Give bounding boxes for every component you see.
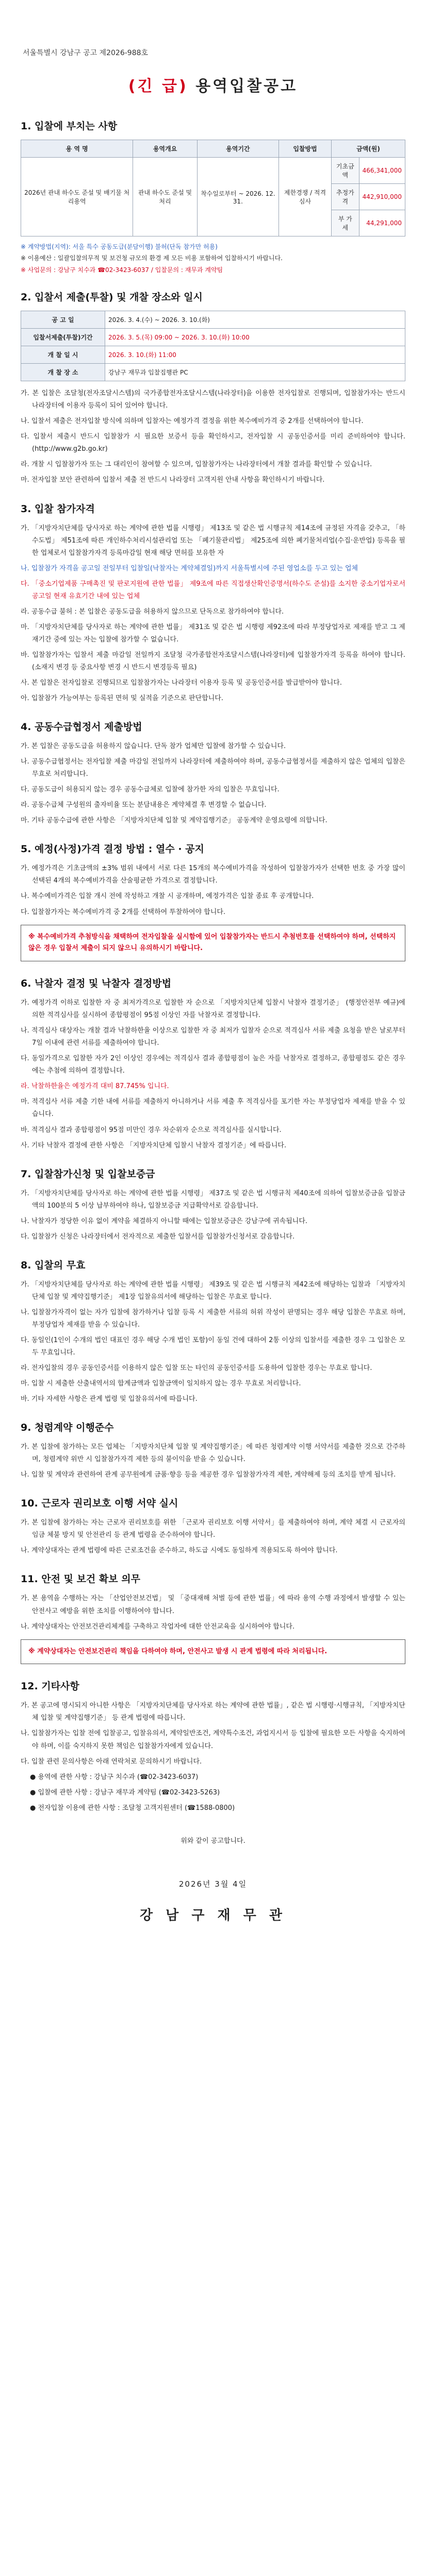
paragraph: 나. 입찰 및 계약과 관련하여 관계 공무원에게 금품·향응 등을 제공한 경우 입찰참가자격 제한, 계약해제 등의 조치를 받게 됩니다. <box>21 1471 396 1479</box>
section-title: 1. 입찰에 부치는 사항 <box>21 121 118 132</box>
table-header: 용역기간 <box>197 140 278 158</box>
section-3 <box>21 501 405 705</box>
paragraph: 가. 「지방자치단체를 당사자로 하는 계약에 관한 법률 시행령」 제39조 및 같은 법 시행규칙 제42조에 해당하는 입찰과 「지방자치단체 입찰 및 계약집행기준」 제1장 입찰유의서에 해당하는 입찰은 무효로 합니다. <box>21 1280 405 1301</box>
row-label: 공 고 일 <box>21 311 105 329</box>
paragraph: 바. 기타 자세한 사항은 관계 법령 및 입찰유의서에 따릅니다. <box>21 1395 198 1403</box>
paragraph: 다. 입찰참가 신청은 나라장터에서 전자적으로 제출한 입찰서를 입찰참가신청서로 갈음합니다. <box>21 1232 295 1241</box>
notice-box <box>21 1639 405 1665</box>
paragraph: 다. 입찰서 제출시 반드시 입찰참가 시 필요한 보증서 등을 확인하시고, 전자입찰 시 공동인증서를 미리 준비하여야 합니다. (http://www.g2b.go.kr) <box>21 433 405 453</box>
table-header: 용 역 명 <box>21 140 133 158</box>
paragraph: 가. 본 입찰에 참가하는 자는 근로자 권리보호를 위한 「근로자 권리보호 이행 서약서」를 제출하여야 하며, 계약 체결 시 근로자의 임금 체불 방지 및 안전관리 등 관계 법령을 준수하여야 합니다. <box>21 1519 405 1539</box>
section-title: 8. 입찰의 무효 <box>21 1259 86 1271</box>
section-6 <box>21 976 405 1152</box>
row-value: 2026. 3. 4.(수) ~ 2026. 3. 10.(화) <box>105 311 405 329</box>
bid-summary-table <box>21 140 405 236</box>
row-label: 개 찰 일 시 <box>21 346 105 364</box>
section-12 <box>21 1679 405 1847</box>
paragraph: 나. 낙찰자가 정당한 이유 없이 계약을 체결하지 아니할 때에는 입찰보증금은 강남구에 귀속됩니다. <box>21 1217 308 1225</box>
paragraph: 라. 낙찰하한율은 예정가격 대비 87.745% 입니다. <box>21 1082 169 1091</box>
paragraph: 다. 동일인(1인이 수개의 법인 대표인 경우 해당 수개 법인 포함)이 동일 건에 대하여 2통 이상의 입찰서를 제출한 경우 그 입찰은 모두 무효입니다. <box>21 1336 405 1357</box>
service-period: 착수일로부터 ~ 2026. 12. 31. <box>197 158 278 236</box>
amount-value: 442,910,000 <box>359 184 405 210</box>
paragraph: 사. 본 입찰은 전자입찰로 진행되므로 입찰참가자는 나라장터 이용자 등록 및 공동인증서를 발급받아야 합니다. <box>21 679 342 687</box>
paragraph: 나. 계약상대자는 관계 법령에 따른 근로조건을 준수하고, 하도급 시에도 동일하게 적용되도록 하여야 합니다. <box>21 1547 338 1555</box>
contact-item: ● 입찰에 관한 사항 : 강남구 재무과 계약팀 (☎02-3423-5263) <box>30 1788 220 1797</box>
section-9 <box>21 1420 405 1481</box>
paragraph: 가. 본 입찰은 공동도급을 허용하지 않습니다. 단독 참가 업체만 입찰에 참가할 수 있습니다. <box>21 742 286 751</box>
section-8 <box>21 1258 405 1405</box>
section-5 <box>21 841 405 961</box>
amount-value: 44,291,000 <box>359 210 405 236</box>
section-title: 12. 기타사항 <box>21 1681 79 1692</box>
amount-label: 추정가격 <box>332 184 359 210</box>
notice-box-text: ※ 계약상대자는 안전보건관리 책임을 다하여야 하며, 안전사고 발생 시 관계 법령에 따라 처리됩니다. <box>28 1647 327 1655</box>
row-label: 개 찰 장 소 <box>21 364 105 381</box>
paragraph: 마. 입찰 시 제출한 산출내역서의 합계금액과 입찰금액이 일치하지 않는 경우 무효로 처리합니다. <box>21 1380 301 1388</box>
notice-content <box>21 118 405 1924</box>
paragraph: 사. 기타 낙찰자 결정에 관한 사항은 「지방자치단체 입찰시 낙찰자 결정기준」에 따릅니다. <box>21 1141 287 1149</box>
section-11 <box>21 1571 405 1664</box>
paragraph: 가. 「지방자치단체를 당사자로 하는 계약에 관한 법률 시행령」 제37조 및 같은 법 시행규칙 제40조에 의하여 입찰보증금을 입찰금액의 100분의 5 이상 납부하여야 하나, 입찰보증금 지급확약서로 갈음합니다. <box>21 1189 405 1210</box>
paragraph: 가. 「지방자치단체를 당사자로 하는 계약에 관한 법률 시행령」 제13조 및 같은 법 시행규칙 제14조에 규정된 자격을 갖추고, 「하수도법」 제51조에 따른 개인하수처리시설관리업 또는 「폐기물관리법」 제25조에 의한 폐기물처리업(수집·운반업) 등록을 필한 업체로서 입찰참가자격 등록마감일 현재 해당 면허를 보유한 자 <box>21 524 405 557</box>
contact-item: ● 전자입찰 이용에 관한 사항 : 조달청 고객지원센터 (☎1588-0800) <box>30 1804 235 1812</box>
section-notes <box>21 242 405 275</box>
row-value: 강남구 재무과 입찰집행관 PC <box>105 364 405 381</box>
paragraph: 다. 입찰참가자는 복수예비가격 중 2개를 선택하여 투찰하여야 합니다. <box>21 908 226 916</box>
amount-label: 부 가 세 <box>332 210 359 236</box>
section-title: 5. 예정(사정)가격 결정 방법 : 열수 · 공지 <box>21 843 204 855</box>
notice-box-text: ※ 복수예비가격 추첨방식을 채택하여 전자입찰을 실시함에 있어 입찰참가자는 반드시 추첨번호를 선택하여야 하며, 선택하지 않은 경우 입찰서 제출이 되지 않으니 유의하시기 바랍니다. <box>28 933 396 953</box>
contact-list <box>21 1771 405 1815</box>
section-title: 3. 입찰 참가자격 <box>21 503 95 515</box>
paragraph: 다. 입찰 관련 문의사항은 아래 연락처로 문의하시기 바랍니다. <box>21 1757 202 1766</box>
section-2 <box>21 290 405 486</box>
paragraph: 나. 입찰참가자격이 없는 자가 입찰에 참가하거나 입찰 등록 시 제출한 서류의 허위 작성이 판명되는 경우 해당 입찰은 무효로 하며, 부정당업자 제재를 받을 수 있습니다. <box>21 1308 405 1329</box>
paragraph: 라. 공동수급체 구성원의 출자비율 또는 분담내용은 계약체결 후 변경할 수 없습니다. <box>21 801 267 809</box>
service-name: 2026년 관내 하수도 준설 및 배기물 처리용역 <box>21 158 133 236</box>
row-value: 2026. 3. 5.(목) 09:00 ~ 2026. 3. 10.(화) 10:00 <box>105 329 405 346</box>
paragraph: 가. 예정가격은 기초금액의 ±3% 범위 내에서 서로 다른 15개의 복수예비가격을 작성하여 입찰참가자가 선택한 번호 중 가장 많이 선택된 4개의 복수예비가격을 산술평균한 가격으로 결정합니다. <box>21 865 405 885</box>
notice-box <box>21 925 405 962</box>
paragraph: 마. 적격심사 서류 제출 기한 내에 서류를 제출하지 아니하거나 서류 제출 후 적격심사를 포기한 자는 부정당업자 제재를 받을 수 있습니다. <box>21 1098 405 1118</box>
section-7 <box>21 1166 405 1243</box>
section-10 <box>21 1496 405 1557</box>
amount-value: 466,341,000 <box>359 158 405 184</box>
section-4 <box>21 719 405 827</box>
table-header: 용역개요 <box>133 140 197 158</box>
section-title: 7. 입찰참가신청 및 입찰보증금 <box>21 1168 155 1180</box>
contact-item: ● 용역에 관한 사항 : 강남구 치수과 (☎02-3423-6037) <box>30 1773 199 1781</box>
section-title: 2. 입찰서 제출(투찰) 및 개찰 장소와 일시 <box>21 292 203 303</box>
paragraph: 나. 계약상대자는 안전보건관리체계를 구축하고 작업자에 대한 안전교육을 실시하여야 합니다. <box>21 1622 295 1631</box>
paragraph: 마. 전자입찰 보안 관련하여 입찰서 제출 전 반드시 나라장터 고객지원 안내 사항을 확인하시기 바랍니다. <box>21 476 325 484</box>
paragraph: 다. 「중소기업제품 구매촉진 및 판로지원에 관한 법률」 제9조에 따른 직접생산확인증명서(하수도 준설)를 소지한 중소기업자로서 공고일 현재 유효기간 내에 있는 업체 <box>21 580 405 600</box>
paragraph: 라. 전자입찰의 경우 공동인증서를 이용하지 않은 입찰 또는 타인의 공동인증서를 도용하여 입찰한 경우는 무효로 합니다. <box>21 1364 372 1372</box>
issuing-organization: 강 남 구 재 무 관 <box>140 1907 286 1923</box>
paragraph: 가. 예정가격 이하로 입찰한 자 중 최저가격으로 입찰한 자 순으로 「지방자치단체 입찰시 낙찰자 결정기준」 (행정안전부 예규)에 의한 적격심사를 실시하여 종합평점이 95점 이상인 자를 낙찰자로 결정합니다. <box>21 999 405 1020</box>
section-title: 10. 근로자 권리보호 이행 서약 실시 <box>21 1498 178 1510</box>
paragraph: 나. 복수예비가격은 입찰 개시 전에 작성하고 개찰 시 공개하며, 예정가격은 입찰 종료 후 공개합니다. <box>21 892 314 901</box>
paragraph: 바. 적격심사 결과 종합평점이 95점 미만인 경우 차순위자 순으로 적격심사를 실시합니다. <box>21 1126 282 1134</box>
paragraph: 마. 「지방자치단체를 당사자로 하는 계약에 관한 법률」 제31조 및 같은 법 시행령 제92조에 따라 부정당업자로 제재를 받고 그 제재기간 중에 있는 자는 입찰에 참가할 수 없습니다. <box>21 623 405 643</box>
notice-number: 서울특별시 강남구 공고 제2026-988호 <box>23 49 149 57</box>
paragraph: 가. 본 용역을 수행하는 자는 「산업안전보건법」 및 「중대재해 처벌 등에 관한 법률」에 따라 용역 수행 과정에서 발생할 수 있는 안전사고 예방을 위한 조치를 이행하여야 합니다. <box>21 1595 405 1615</box>
section-title: 11. 안전 및 보건 확보 의무 <box>21 1573 140 1585</box>
section-title: 4. 공동수급협정서 제출방법 <box>21 721 142 733</box>
section-title: 9. 청렴계약 이행준수 <box>21 1422 114 1434</box>
table-header: 금액(원) <box>332 140 405 158</box>
paragraph: 가. 본 입찰에 참가하는 모든 업체는 「지방자치단체 입찰 및 계약집행기준」에 따른 청렴계약 이행 서약서를 제출한 것으로 간주하며, 청렴계약 위반 시 입찰참가자격 제한 등의 불이익을 받을 수 있습니다. <box>21 1443 405 1464</box>
title-main: 용역입찰공고 <box>195 77 298 95</box>
paragraph: 나. 입찰서 제출은 전자입찰 방식에 의하며 입찰자는 예정가격 결정을 위한 복수예비가격 중 2개를 선택하여야 합니다. <box>21 417 364 426</box>
paragraph: 라. 공동수급 불허 : 본 입찰은 공동도급을 허용하지 않으므로 단독으로 참가하여야 합니다. <box>21 607 284 616</box>
note-line: ※ 사업문의 : 강남구 치수과 ☎02-3423-6037 / 입찰문의 : 재무과 계약팀 <box>21 266 223 274</box>
table-header: 입찰방법 <box>279 140 332 158</box>
notice-date: 2026년 3월 4일 <box>178 1879 248 1889</box>
paragraph: 라. 개찰 시 입찰참가자 또는 그 대리인이 참여할 수 있으며, 입찰참가자는 나라장터에서 개찰 결과를 확인할 수 있습니다. <box>21 461 372 469</box>
row-label: 입찰서제출(투찰)기간 <box>21 329 105 346</box>
service-summary: 관내 하수도 준설 및 처리 <box>133 158 197 236</box>
closing-text: 위와 같이 공고합니다. <box>181 1837 245 1845</box>
amount-label: 기초금액 <box>332 158 359 184</box>
paragraph: 가. 본 공고에 명시되지 아니한 사항은 「지방자치단체를 당사자로 하는 계약에 관한 법률」, 같은 법 시행령·시행규칙, 「지방자치단체 입찰 및 계약집행기준」 등 관계 법령에 따릅니다. <box>21 1702 405 1722</box>
row-value: 2026. 3. 10.(화) 11:00 <box>105 346 405 364</box>
paragraph: 나. 적격심사 대상자는 개찰 결과 낙찰하한율 이상으로 입찰한 자 중 최저가 입찰자 순으로 적격심사 서류 제출 요청을 받은 날로부터 7일 이내에 관련 서류를 제출하여야 합니다. <box>21 1027 405 1047</box>
title-urgent: (긴 급) <box>128 77 188 95</box>
paragraph: 나. 공동수급협정서는 전자입찰 제출 마감일 전일까지 나라장터에 제출하여야 하며, 공동수급협정서를 제출하지 않은 업체의 입찰은 무효로 처리합니다. <box>21 758 405 778</box>
paragraph: 다. 동일가격으로 입찰한 자가 2인 이상인 경우에는 적격심사 결과 종합평점이 높은 자를 낙찰자로 결정하고, 종합평점도 같은 경우에는 추첨에 의하여 결정합니다. <box>21 1055 405 1075</box>
note-line: ※ 이용예산 : 일괄입찰의무적 및 보건청 규모의 환경 제 모든 비용 포함하여 입찰하시기 바랍니다. <box>21 255 283 262</box>
page-title <box>0 73 426 96</box>
paragraph: 아. 입찰참가 가능여부는 등록된 면허 및 실적을 기준으로 판단합니다. <box>21 694 223 703</box>
paragraph: 다. 공동도급이 허용되지 않는 경우 공동수급체로 입찰에 참가한 자의 입찰은 무효입니다. <box>21 786 280 794</box>
paragraph: 가. 본 입찰은 조달청(전자조달시스템)의 국가종합전자조달시스템(나라장터)을 이용한 전자입찰로 진행되며, 입찰참가자는 반드시 나라장터에 이용자 등록이 되어 있어야 합니다. <box>21 389 405 410</box>
bid-method: 제한경쟁 / 적격심사 <box>279 158 332 236</box>
paragraph: 바. 입찰참가자는 입찰서 제출 마감일 전일까지 조달청 국가종합전자조달시스템(나라장터)에 입찰참가자격 등록을 하여야 합니다. (소재지 변경 등 중요사항 변경 시 반드시 변경등록 필요) <box>21 651 405 671</box>
note-line: ※ 계약방법(지역): 서울 특수 공동도급(분담이행) 불허(단독 참가만 허용) <box>21 243 218 250</box>
section-title: 6. 낙찰자 결정 및 낙찰자 결정방법 <box>21 978 172 990</box>
schedule-table <box>21 311 405 381</box>
paragraph: 나. 입찰참가 자격을 공고일 전일부터 입찰일(낙찰자는 계약체결일)까지 서울특별시에 주된 영업소를 두고 있는 업체 <box>21 564 358 572</box>
paragraph: 마. 기타 공동수급에 관한 사항은 「지방자치단체 입찰 및 계약집행기준」 공동계약 운영요령에 의합니다. <box>21 817 327 825</box>
section-1 <box>21 118 405 275</box>
paragraph: 나. 입찰참가자는 입찰 전에 입찰공고, 입찰유의서, 계약일반조건, 계약특수조건, 과업지시서 등 입찰에 필요한 모든 사항을 숙지하여야 하며, 이를 숙지하지 못한 책임은 입찰참가자에게 있습니다. <box>21 1730 405 1750</box>
